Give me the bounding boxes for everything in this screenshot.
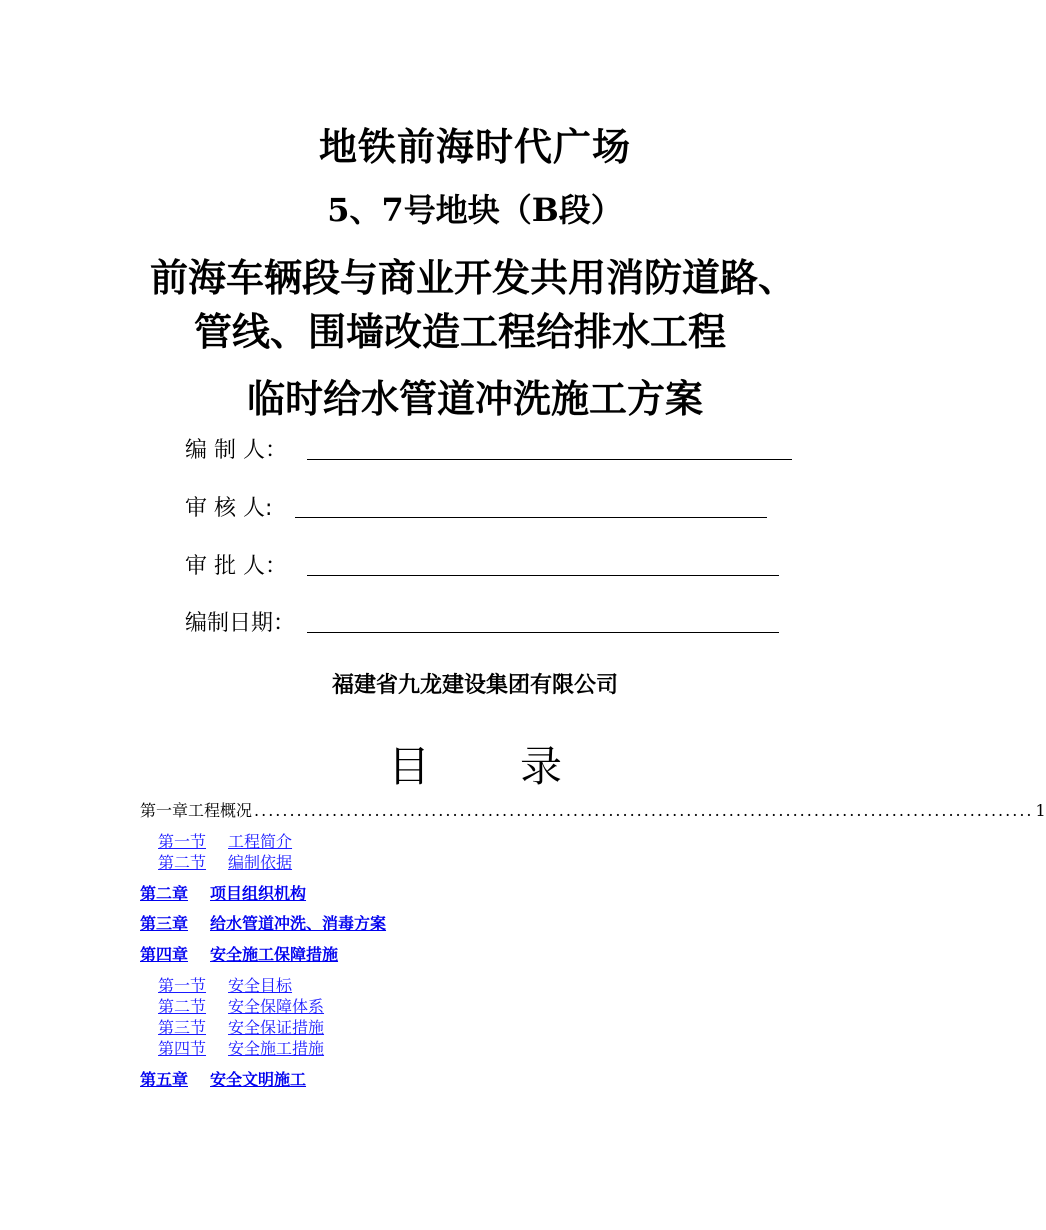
signature-approver-label: 审 批 人： [185, 554, 287, 579]
toc-ch4-section-3[interactable] [158, 1015, 324, 1038]
toc-chapter-2[interactable] [140, 881, 306, 904]
toc-chapter-label: 第五章 [140, 1070, 189, 1089]
toc-heading-right: 录 [520, 742, 563, 791]
title-line-1: 地铁前海时代广场 [318, 125, 631, 169]
toc-ch4-section-4[interactable] [158, 1036, 324, 1059]
toc-section-title: 安全保障体系 [228, 997, 325, 1016]
toc-ch1-section-2[interactable] [158, 850, 292, 873]
toc-section-label: 第三节 [158, 1018, 207, 1037]
toc-section-title: 安全施工措施 [228, 1039, 325, 1058]
toc-chapter-1[interactable] [140, 798, 1046, 821]
toc-section-title: 编制依据 [228, 853, 293, 872]
toc-ch4-section-2[interactable] [158, 994, 324, 1017]
signature-reviewer-label: 审 核 人: [185, 496, 273, 521]
signature-compiler-line[interactable] [307, 459, 792, 460]
toc-leader-dots: .............................................................................................................. [254, 801, 1034, 820]
toc-chapter-title: 安全施工保障措施 [210, 945, 339, 964]
toc-heading-left: 目 [387, 742, 430, 791]
toc-ch1-section-1[interactable] [158, 829, 292, 852]
toc-chapter-1-label: 第一章 [140, 801, 189, 820]
signature-compiler-label: 编 制 人： [185, 438, 287, 463]
toc-chapter-label: 第三章 [140, 914, 189, 933]
company-name: 福建省九龙建设集团有限公司 [331, 672, 618, 698]
signature-reviewer-line[interactable] [295, 517, 767, 518]
toc-chapter-label: 第四章 [140, 945, 189, 964]
toc-section-label: 第二节 [158, 997, 207, 1016]
toc-chapter-1-page: 1 [1035, 801, 1046, 820]
toc-chapter-4[interactable] [140, 942, 338, 965]
toc-section-title: 安全目标 [228, 976, 293, 995]
signature-date-line[interactable] [307, 632, 779, 633]
title-line-3: 前海车辆段与商业开发共用消防道路、 [150, 256, 797, 300]
toc-chapter-title: 安全文明施工 [210, 1070, 307, 1089]
toc-section-title: 工程简介 [228, 832, 293, 851]
toc-chapter-3[interactable] [140, 911, 386, 934]
toc-chapter-label: 第二章 [140, 884, 189, 903]
toc-section-label: 第一节 [158, 976, 207, 995]
toc-section-label: 第一节 [158, 832, 207, 851]
signature-approver-line[interactable] [307, 575, 779, 576]
toc-section-title: 安全保证措施 [228, 1018, 325, 1037]
title-line-5: 临时给水管道冲洗施工方案 [246, 377, 703, 421]
toc-chapter-title: 项目组织机构 [210, 884, 307, 903]
toc-chapter-5[interactable] [140, 1067, 306, 1090]
toc-section-label: 第四节 [158, 1039, 207, 1058]
signature-date-label: 编制日期： [185, 611, 296, 636]
title-line-4: 管线、围墙改造工程给排水工程 [194, 310, 727, 354]
title-line-2: 5、7号地块（B段） [327, 191, 623, 229]
toc-heading [0, 734, 950, 794]
toc-section-label: 第二节 [158, 853, 207, 872]
toc-ch4-section-1[interactable] [158, 973, 292, 996]
toc-chapter-1-title: 工程概况 [188, 801, 253, 820]
toc-chapter-title: 给水管道冲洗、消毒方案 [210, 914, 387, 933]
